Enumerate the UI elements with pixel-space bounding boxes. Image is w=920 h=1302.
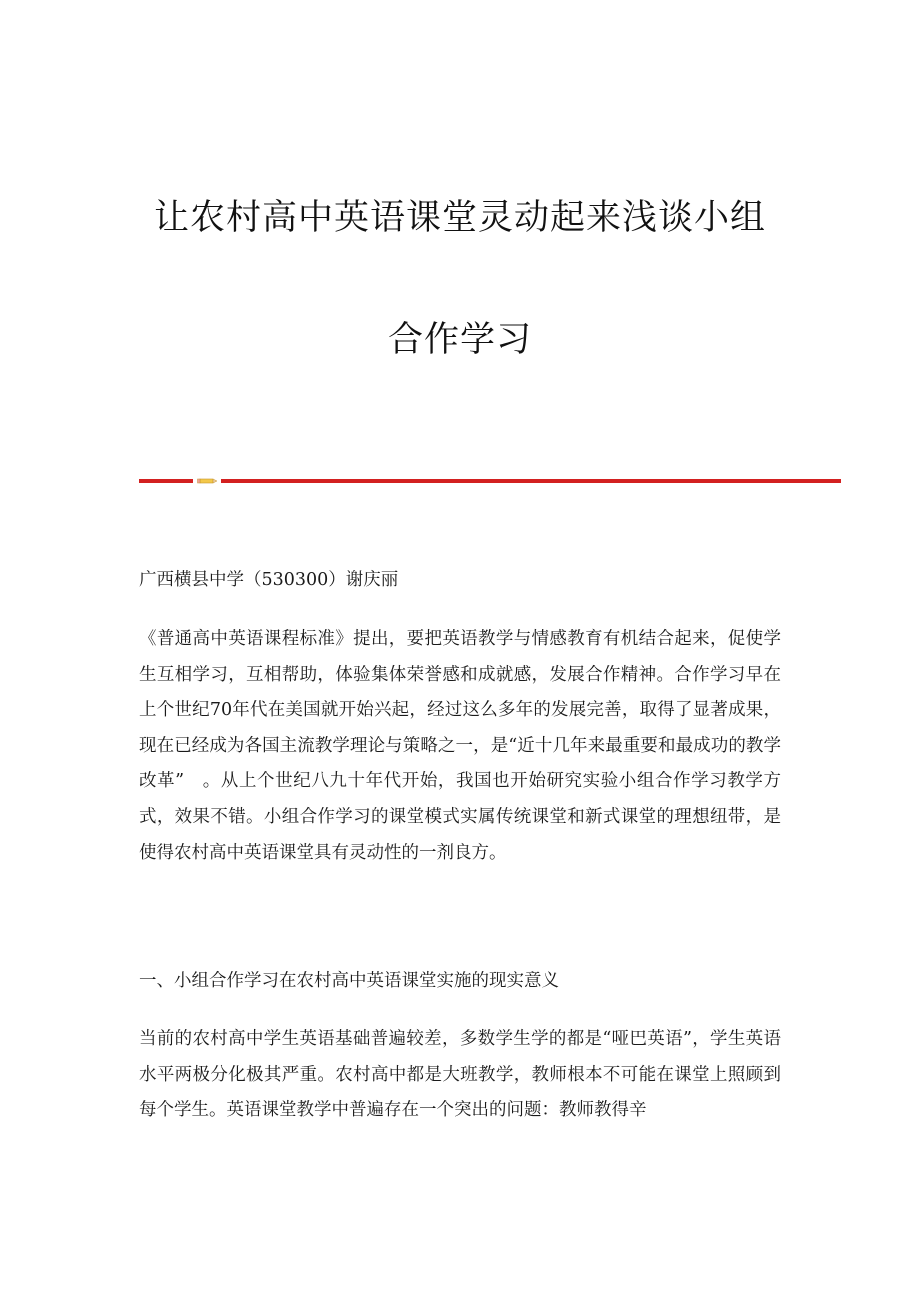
document-title-line-1: 让农村高中英语课堂灵动起来浅谈小组 [153,198,766,238]
pencil-icon [197,477,217,485]
body-paragraph: 《普通高中英语课程标准》提出，要把英语教学与情感教育有机结合起来，促使学生互相学习，互相帮助，体验集体荣誉感和成就感，发展合作精神。合作学习早在上个世纪70年代在美国就开始兴起，经过这么多年的发展完善，取得了显著成果，现在已经成为各国主流教学理论与策略之一，是“近十几年来最重要和最成功的教学改革” 。从上个世纪八九十年代开始，我国也开始研究实验小组合作学习教学方式，效果不错。小组合作学习的课堂模式实属传统课堂和新式课堂的理想纽带，是使得农村高中英语课堂具有灵动性的一剂良方。 [139,629,781,863]
document-title-line-2: 合作学习 [387,320,532,360]
divider-bar-left [139,479,193,483]
section-heading: 一、小组合作学习在农村高中英语课堂实施的现实意义 [139,971,559,991]
author-line: 广西横县中学（530300）谢庆丽 [139,570,399,590]
title-divider [139,476,841,486]
body-paragraph: 当前的农村高中学生英语基础普遍较差，多数学生学的都是“哑巴英语”，学生英语水平两极分化极其严重。农村高中都是大班教学，教师根本不可能在课堂上照顾到每个学生。英语课堂教学中普遍存在一个突出的问题：教师教得辛 [139,1029,781,1121]
divider-bar-right [221,479,841,483]
